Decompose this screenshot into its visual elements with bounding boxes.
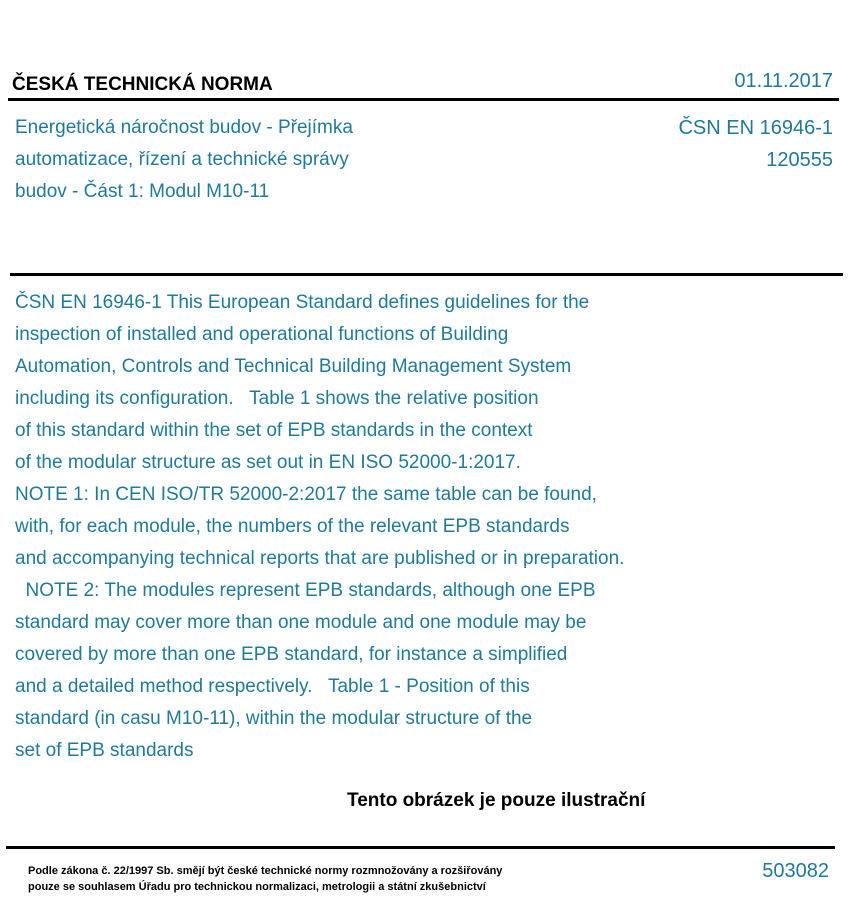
standard-code: ČSN EN 16946-1 bbox=[678, 117, 833, 139]
abstract-line: standard (in casu M10-11), within the modular structure of the bbox=[15, 708, 533, 729]
section-divider bbox=[10, 273, 843, 276]
publication-date: 01.11.2017 bbox=[734, 70, 833, 92]
abstract-line: NOTE 1: In CEN ISO/TR 52000-2:2017 the same table can be found, bbox=[15, 484, 597, 505]
standard-title-line: Energetická náročnost budov - Přejímka bbox=[15, 117, 353, 138]
abstract-line: with, for each module, the numbers of the relevant EPB standards bbox=[15, 516, 570, 537]
footer-divider bbox=[6, 846, 835, 849]
illustration-notice: Tento obrázek je pouze ilustrační bbox=[347, 790, 646, 811]
abstract-line: and a detailed method respectively. Table 1 - Position of this bbox=[15, 676, 530, 697]
abstract-line: including its configuration. Table 1 shows the relative position bbox=[15, 388, 539, 409]
abstract-line: NOTE 2: The modules represent EPB standards, although one EPB bbox=[15, 580, 596, 601]
standard-title-line: automatizace, řízení a technické správy bbox=[15, 149, 349, 170]
abstract-line: standard may cover more than one module and one module may be bbox=[15, 612, 587, 633]
abstract-line: ČSN EN 16946-1 This European Standard defines guidelines for the bbox=[15, 292, 590, 313]
legal-notice bbox=[28, 863, 502, 895]
abstract-line: and accompanying technical reports that are published or in preparation. bbox=[15, 548, 625, 569]
abstract-line: set of EPB standards bbox=[15, 740, 194, 761]
abstract-line: Automation, Controls and Technical Building Management System bbox=[15, 356, 572, 377]
standard-title-line: budov - Část 1: Modul M10-11 bbox=[15, 181, 270, 202]
standard-title bbox=[15, 112, 485, 208]
document-type-heading: ČESKÁ TECHNICKÁ NORMA bbox=[12, 74, 273, 95]
abstract-line: of this standard within the set of EPB standards in the context bbox=[15, 420, 533, 441]
standard-identifiers bbox=[678, 112, 833, 176]
legal-notice-line: Podle zákona č. 22/1997 Sb. smějí být české technické normy rozmnožovány a rozšiřovány bbox=[28, 865, 503, 877]
abstract-line: covered by more than one EPB standard, for instance a simplified bbox=[15, 644, 568, 665]
header-divider bbox=[8, 98, 839, 101]
document-number: 503082 bbox=[762, 860, 829, 882]
abstract-text bbox=[15, 287, 624, 767]
abstract-line: of the modular structure as set out in EN ISO 52000-1:2017. bbox=[15, 452, 521, 473]
legal-notice-line: pouze se souhlasem Úřadu pro technickou normalizaci, metrologii a státní zkušebnictví bbox=[28, 881, 486, 893]
classification-number: 120555 bbox=[766, 149, 833, 171]
abstract-line: inspection of installed and operational functions of Building bbox=[15, 324, 509, 345]
